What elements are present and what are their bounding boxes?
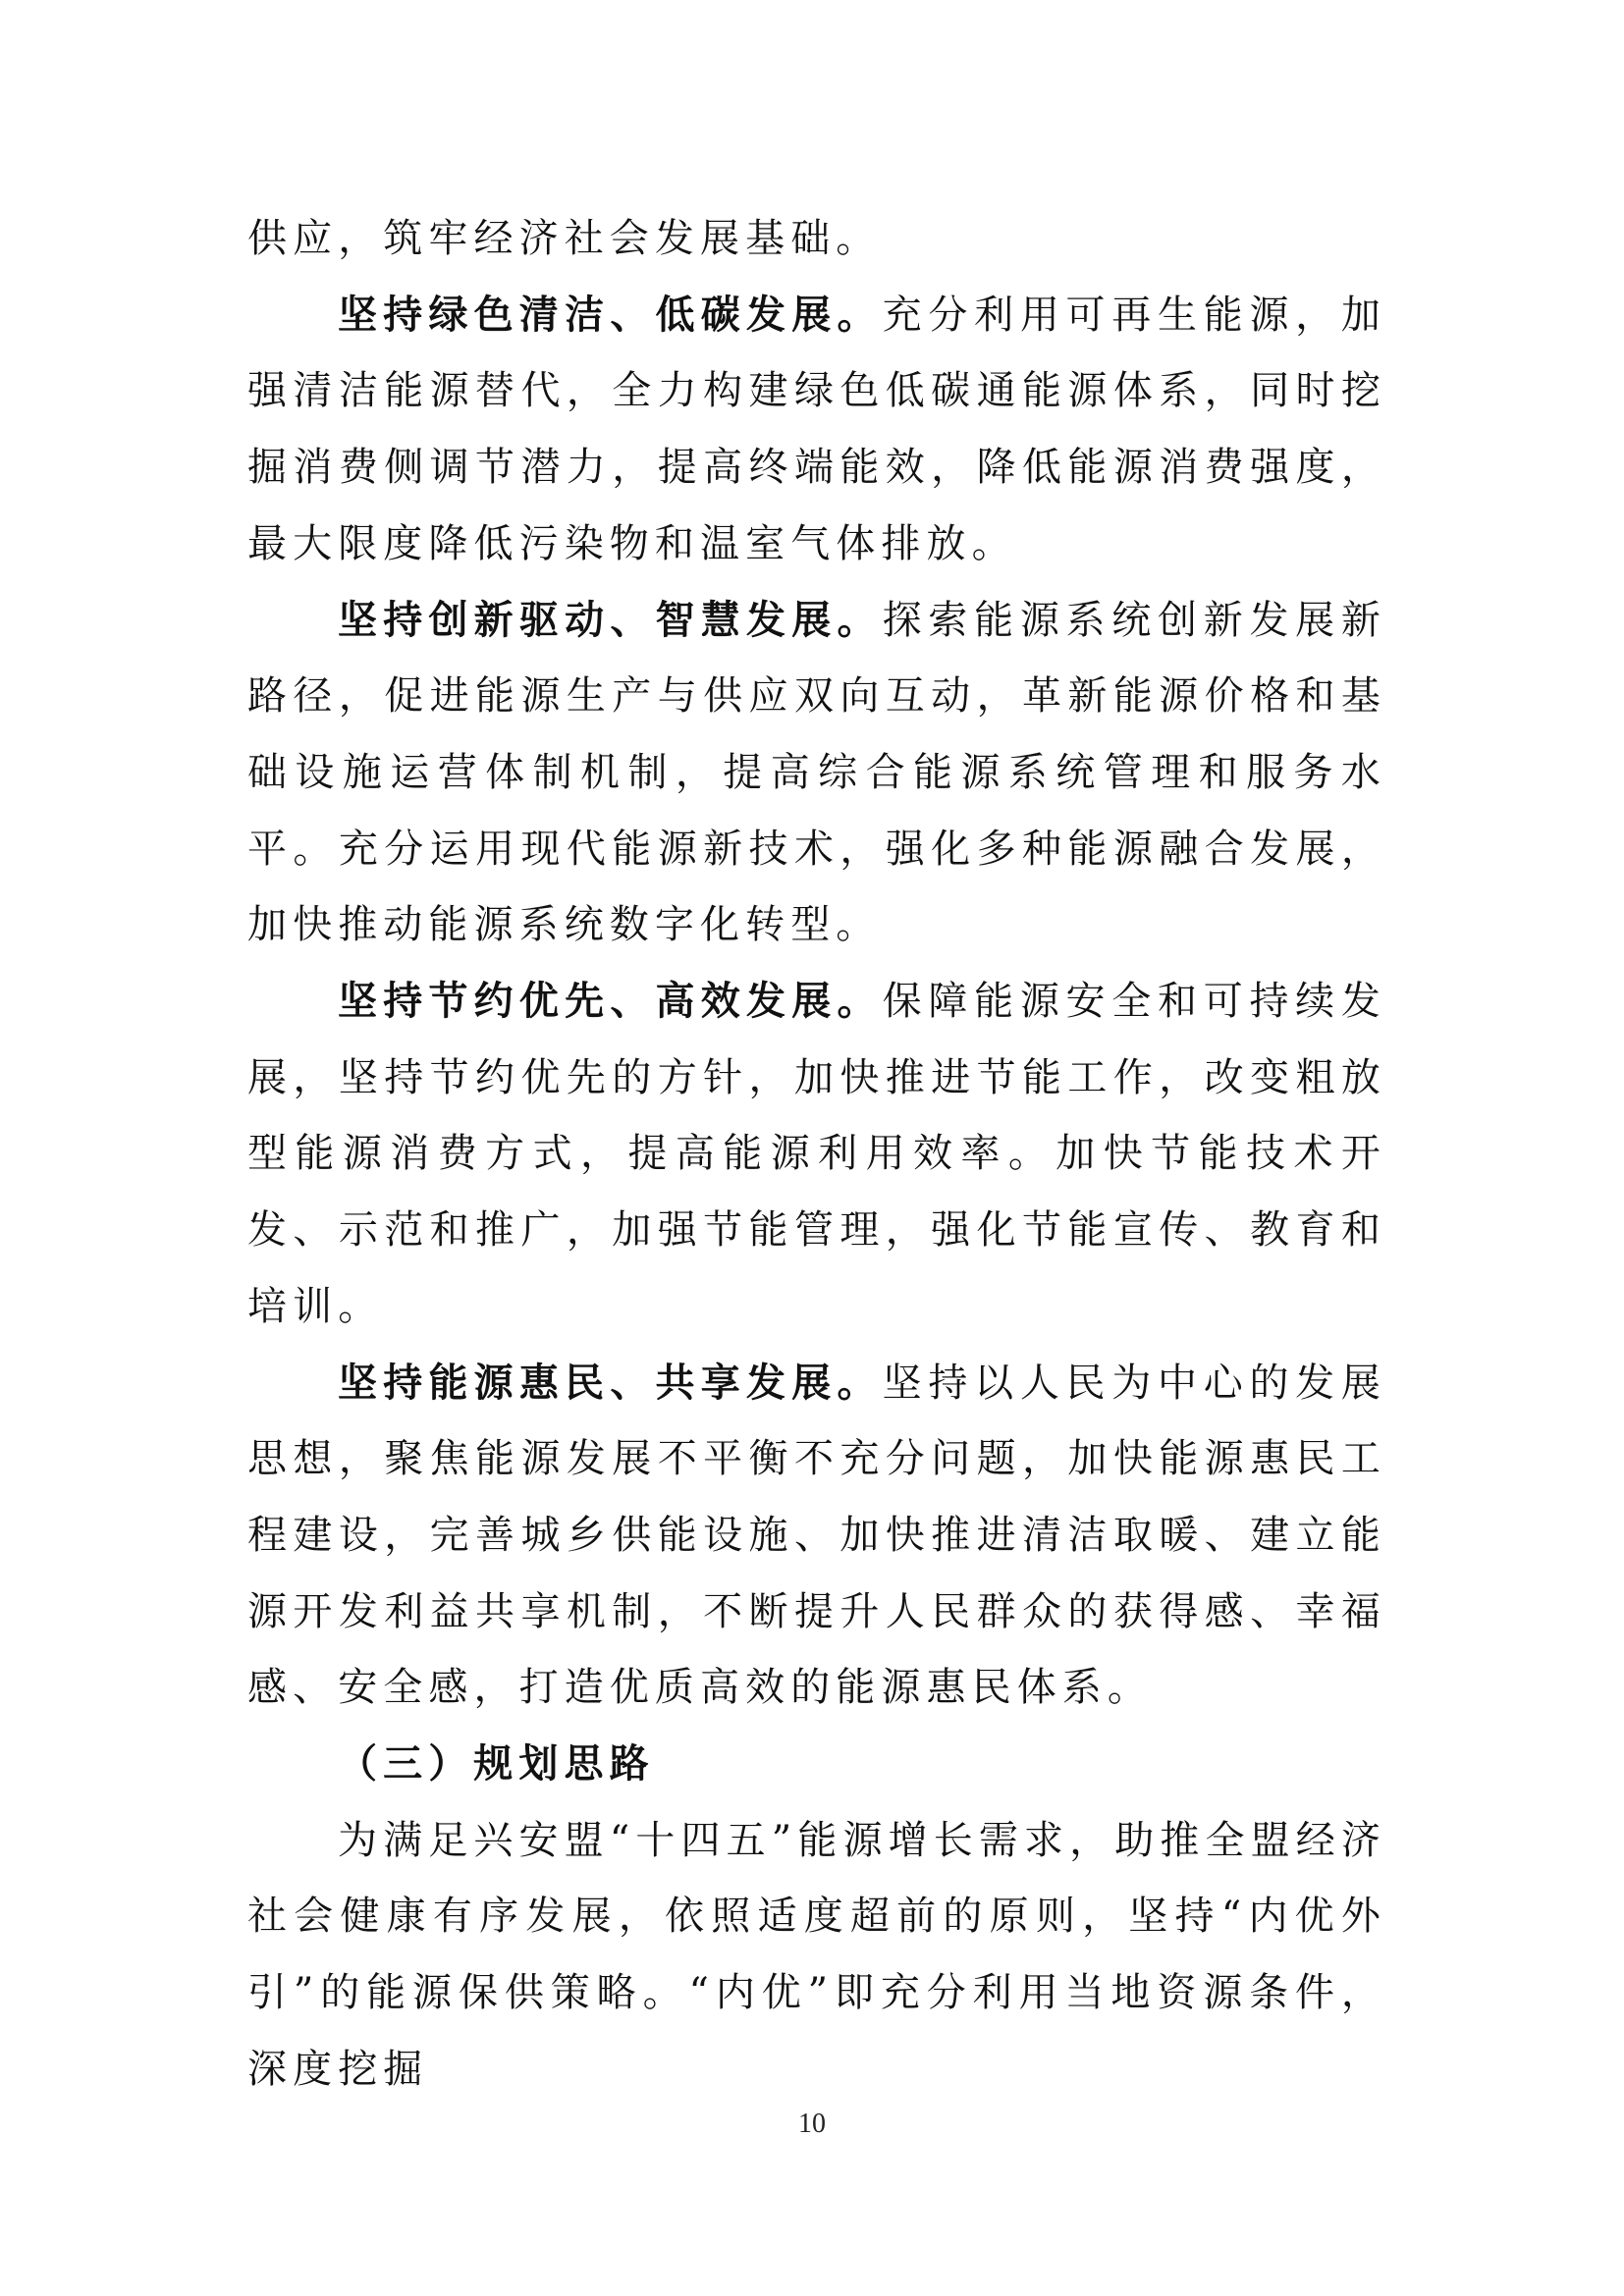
section-heading: （三）规划思路 — [338, 1741, 655, 1788]
paragraph-innovation — [247, 583, 1386, 965]
page-number: 10 — [798, 2109, 826, 2139]
paragraph-lead: 坚持节约优先、高效发展。 — [338, 979, 883, 1025]
paragraph-continuation — [247, 201, 1386, 278]
paragraph-text: 为满足兴安盟“十四五”能源增长需求，助推全盟经济社会健康有序发展，依照适度超前的原则，坚持“内优外引”的能源保供策略。“内优”即充分利用当地资源条件，深度挖掘 — [247, 1817, 1386, 2092]
paragraph-planning-approach — [247, 1803, 1386, 2109]
paragraph-lead: 坚持创新驱动、智慧发展。 — [338, 597, 883, 643]
paragraph-text: 坚持以人民为中心的发展思想，聚焦能源发展不平衡不充分问题，加快能源惠民工程建设，完善城乡供能设施、加快推进清洁取暖、建立能源开发利益共享机制，不断提升人民群众的获得感、幸福感、安全感，打造优质高效的能源惠民体系。 — [247, 1360, 1386, 1711]
paragraph-text: 保障能源安全和可持续发展，坚持节约优先的方针，加快推进节能工作，改变粗放型能源消费方式，提高能源利用效率。加快节能技术开发、示范和推广，加强节能管理，强化节能宣传、教育和培训。 — [247, 979, 1386, 1329]
document-body — [247, 201, 1386, 2109]
paragraph-text: 充分利用可再生能源，加强清洁能源替代，全力构建绿色低碳通能源体系，同时挖掘消费侧调节潜力，提高终端能效，降低能源消费强度，最大限度降低污染物和温室气体排放。 — [247, 292, 1386, 566]
paragraph-green-clean — [247, 278, 1386, 583]
paragraph-lead: 坚持绿色清洁、低碳发展。 — [338, 292, 883, 338]
paragraph-conservation — [247, 964, 1386, 1346]
paragraph-text: 供应，筑牢经济社会发展基础。 — [247, 216, 882, 261]
paragraph-lead: 坚持能源惠民、共享发展。 — [338, 1360, 883, 1406]
paragraph-benefit-people — [247, 1346, 1386, 1728]
paragraph-text: 探索能源系统创新发展新路径，促进能源生产与供应双向互动，革新能源价格和基础设施运营体制机制，提高综合能源系统管理和服务水平。充分运用现代能源新技术，强化多种能源融合发展，加快推动能源系统数字化转型。 — [247, 597, 1386, 948]
